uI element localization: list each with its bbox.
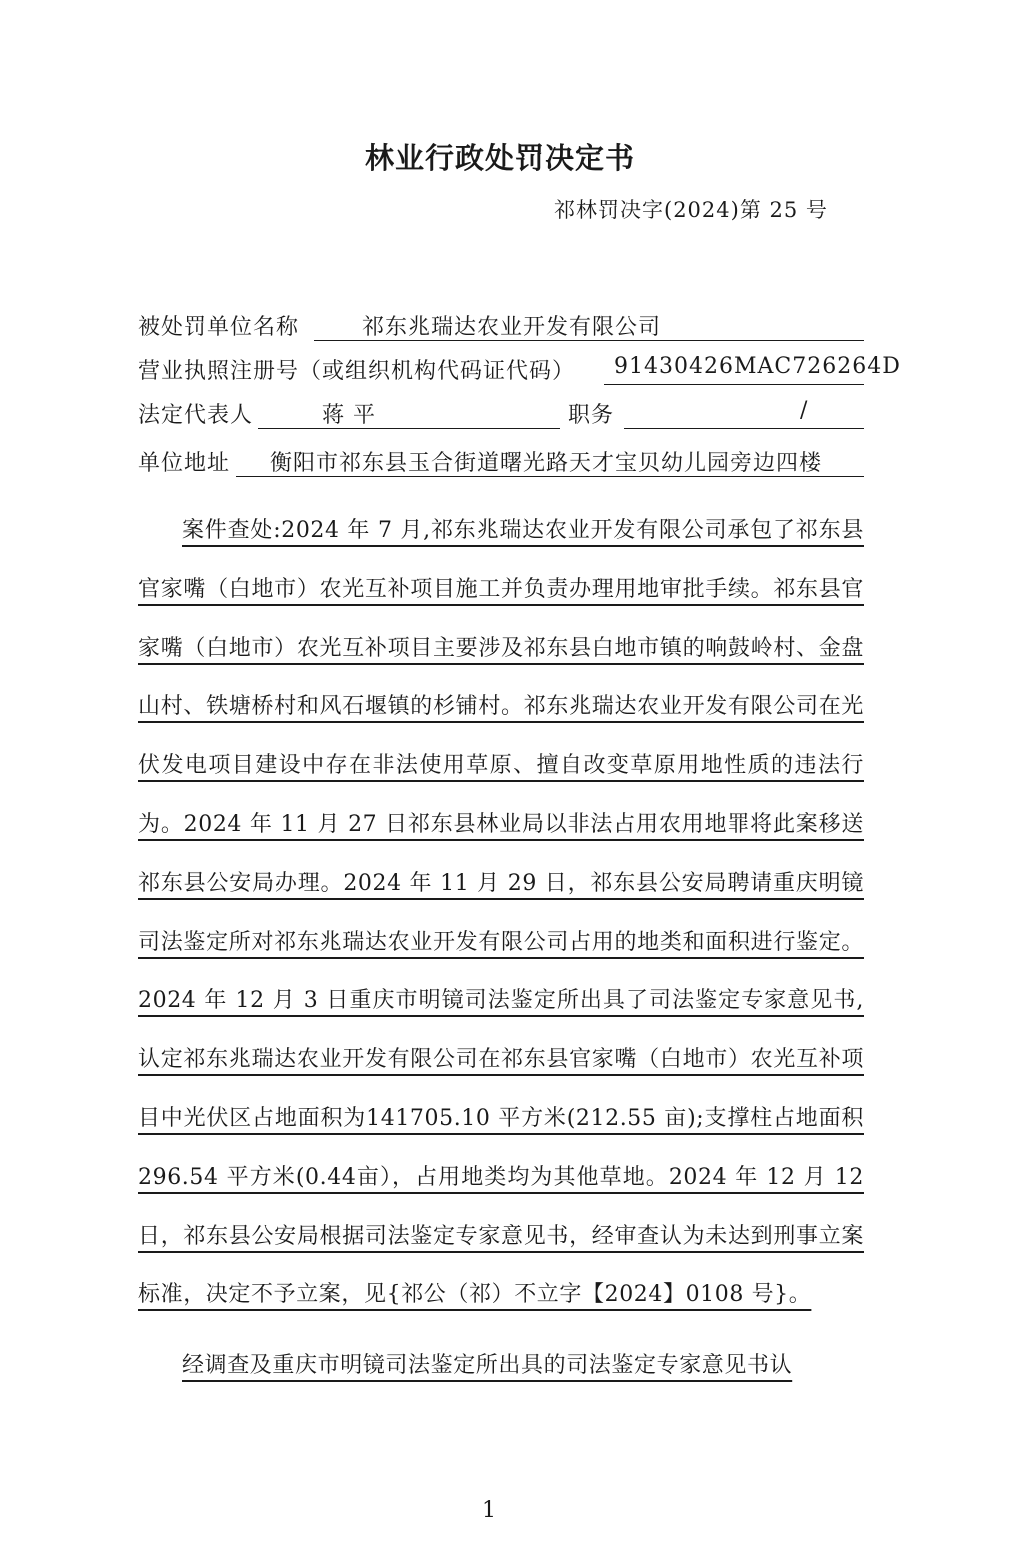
position-value: / — [800, 398, 809, 423]
license-field — [604, 354, 901, 385]
legal-rep-field — [258, 398, 560, 429]
document-number: 祁林罚决字(2024)第 25 号 — [554, 198, 828, 222]
entity-name-field — [314, 310, 864, 341]
document-title: 林业行政处罚决定书 — [364, 141, 635, 175]
entity-name-label: 被处罚单位名称 — [138, 315, 300, 340]
license-value: 91430426MAC726264D — [614, 354, 901, 379]
license-row — [138, 354, 901, 388]
address-label: 单位地址 — [138, 451, 231, 476]
position-field — [624, 398, 864, 429]
address-row — [138, 446, 864, 480]
legal-rep-value: 蒋 平 — [322, 403, 376, 428]
case-paragraph-1: 案件查处:2024 年 7 月,祁东兆瑞达农业开发有限公司承包了祁东县官家嘴（白地市）农光互补项目施工并负责办理用地审批手续。祁东县官家嘴（白地市）农光互补项目主要涉及祁东县白地市镇的响鼓岭村、金盘山村、铁塘桥村和风石堰镇的杉铺村。祁东兆瑞达农业开发有限公司在光伏发电项目建设中存在非法使用草原、擅自改变草原用地性质的违法行为。2024 年 11 月 27 日祁东县林业局以非法占用农用地罪将此案移送祁东县公安局办理。2024 年 11 月 29 日，祁东县公安局聘请重庆明镜司法鉴定所对祁东兆瑞达农业开发有限公司占用的地类和面积进行鉴定。2024 年 12 月 3 日重庆市明镜司法鉴定所出具了司法鉴定专家意见书,认定祁东兆瑞达农业开发有限公司在祁东县官家嘴（白地市）农光互补项目中光伏区占地面积为141705.10 平方米(212.55 亩);支撑柱占地面积 296.54 平方米(0.44亩），占用地类均为其他草地。2024 年 12 月 12 日，祁东县公安局根据司法鉴定专家意见书，经审查认为未达到刑事立案标准，决定不予立案，见{祁公（祁）不立字【2024】0108 号}。 — [138, 518, 864, 1308]
legal-rep-label: 法定代表人 — [138, 403, 254, 428]
address-field — [236, 446, 864, 477]
license-label: 营业执照注册号（或组织机构代码证代码） — [138, 359, 576, 384]
case-body — [138, 502, 864, 1396]
position-label: 职务 — [568, 403, 615, 428]
page-number: 1 — [482, 1498, 496, 1523]
case-paragraph-2: 经调查及重庆市明镜司法鉴定所出具的司法鉴定专家意见书认 — [182, 1353, 793, 1379]
entity-name-value: 祁东兆瑞达农业开发有限公司 — [362, 315, 662, 340]
legal-rep-row — [138, 398, 864, 432]
address-value: 衡阳市祁东县玉合街道曙光路天才宝贝幼儿园旁边四楼 — [270, 451, 823, 476]
entity-name-row — [138, 310, 864, 344]
